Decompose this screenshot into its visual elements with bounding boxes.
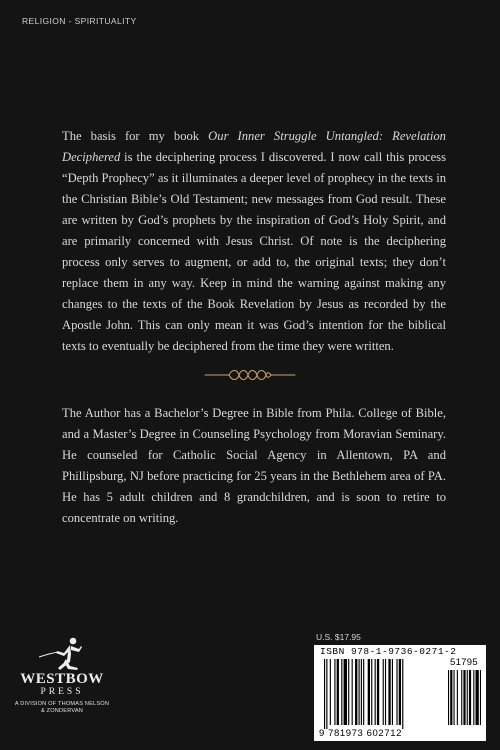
barcode-bar [385,659,386,725]
book-description [62,126,446,357]
barcode-bar [330,659,331,725]
addon-digits: 51795 [450,657,478,668]
isbn-text: ISBN 978-1-9736-0271-2 [320,646,457,657]
barcode-bar [334,659,335,725]
barcode-bar [388,659,390,725]
barcode-bar [402,659,403,729]
ean-digits: 9 781973 602712 [319,728,402,739]
book-title: Our Inner Struggle Untangled: Revelation Deciphered [62,129,446,164]
barcode-bar [476,670,479,725]
barcode-bar [399,659,401,725]
barcode-bar [392,659,393,725]
description-body: is the deciphering process I discovered. I now call this process “Depth Prophecy” as it illuminates a deeper level of prophecy in the texts in the Christian Bible’s Old Testament; new messages from God result. These are written by God’s prophets by the inspiration of God’s Holy Spirit, and are primarily concerned with Jesus Christ. Of note is the deciphering process only serves to augment, or add to, the original texts; they don’t replace them in any way. Keep in mind the warning against making any changes to the texts of the Book Revelation by Jesus as recorded by the Apostle John. This can only mean it was God’s intention for the biblical texts to eventually be deciphered from the time they were written. [62,150,446,353]
barcode-bar [371,659,372,725]
barcode-bar [324,659,325,729]
barcode-bar [368,659,370,725]
ornament-divider [203,366,297,384]
barcode [314,645,486,741]
barcode-bar [461,670,462,725]
division-line-1: A DIVISION OF THOMAS NELSON [14,701,110,707]
barcode-bar [344,659,347,725]
barcode-bar [359,659,360,725]
barcode-bar [480,670,481,725]
publisher-division [12,701,112,715]
barcode-bar [361,659,362,725]
publisher-logo [12,635,112,743]
publisher-name: WESTBOW [20,671,104,687]
barcode-bar [448,670,449,725]
barcode-bar [363,659,364,725]
runner-icon [37,635,87,671]
barcode-bar [473,670,474,725]
barcode-bar [467,670,468,725]
barcode-bar [396,659,397,725]
barcode-bar [352,659,353,725]
barcode-bar [326,659,327,729]
price-label: U.S. $17.95 [316,632,361,642]
barcode-bar [348,659,349,725]
barcode-bar [375,659,376,725]
barcode-bar [355,659,357,725]
category-label: RELIGION - SPIRITUALITY [22,16,137,26]
barcode-bar [377,659,379,725]
barcode-bar [383,659,384,725]
barcode-bar [450,670,452,725]
barcode-bar [469,670,471,725]
barcode-bar [454,670,455,725]
author-bio: The Author has a Bachelor’s Degree in Bible from Phila. College of Bible, and a Master’s Degree in Counseling Psychology from Moravian Seminary. He counseled for Catholic Social Agency in Allentown, PA and Phillipsburg, NJ before practicing for 25 years in the Bethlehem area of PA. He has 5 adult children and 8 grandchildren, and is soon to retire to concentrate on writing. [62,406,446,525]
description-intro: The basis for my book [62,129,209,143]
barcode-bar [341,659,342,725]
publisher-press: PRESS [40,687,84,697]
barcode-bar [337,659,339,725]
division-line-2: & ZONDERVAN [40,708,84,714]
barcode-bar [463,670,465,725]
barcode-bar [457,670,458,725]
